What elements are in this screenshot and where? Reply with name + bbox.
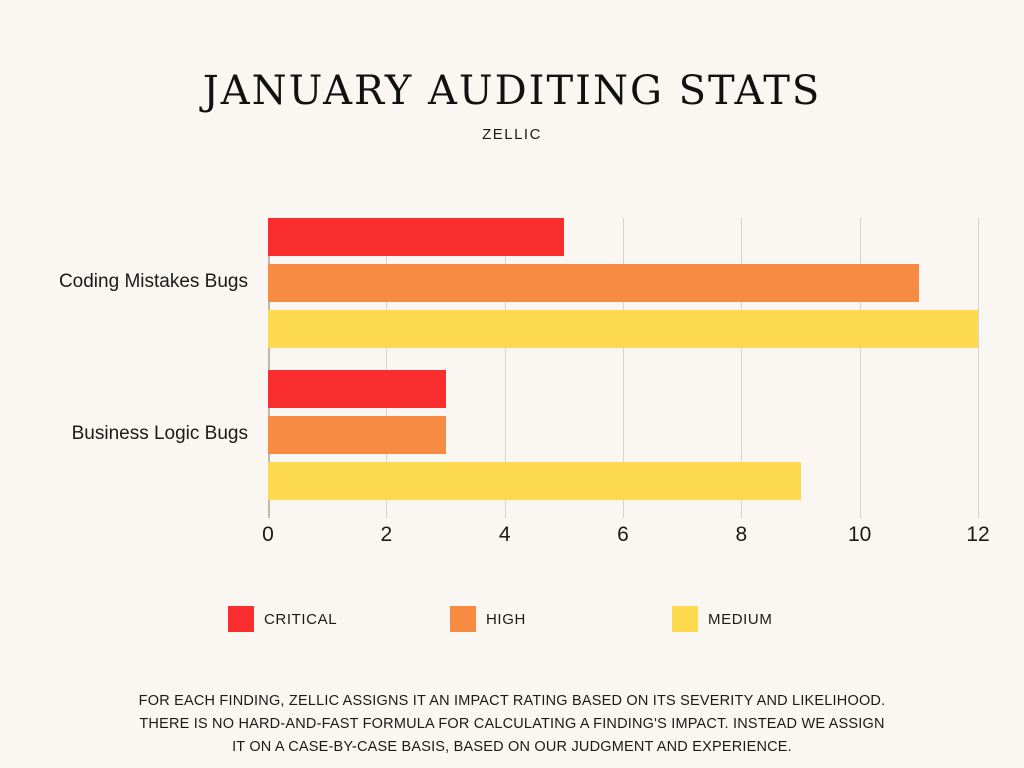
legend-swatch [228, 606, 254, 632]
x-tick-label: 6 [617, 523, 629, 546]
page-title: JANUARY AUDITING STATS [202, 68, 822, 114]
bar [268, 264, 919, 302]
x-tick-label: 0 [262, 523, 274, 546]
x-tick-label: 10 [847, 523, 872, 546]
legend-swatch [672, 606, 698, 632]
category-label: Business Logic Bugs [71, 423, 248, 444]
footnote-line-3: IT ON A CASE-BY-CASE BASIS, BASED ON OUR JUDGMENT AND EXPERIENCE. [232, 739, 792, 755]
category-label: Coding Mistakes Bugs [58, 271, 248, 292]
bar [268, 310, 978, 348]
x-tick-label: 4 [498, 523, 511, 546]
x-tick-label: 2 [380, 523, 393, 546]
bar [268, 416, 446, 454]
footnote-line-1: FOR EACH FINDING, ZELLIC ASSIGNS IT AN IMPACT RATING BASED ON ITS SEVERITY AND LIKELIHOOD. [138, 693, 886, 709]
gridline [860, 218, 861, 518]
legend-label: HIGH [486, 610, 526, 628]
legend-item[interactable] [228, 606, 337, 632]
footnote-line-2: THERE IS NO HARD-AND-FAST FORMULA FOR CALCULATING A FINDING'S IMPACT. INSTEAD WE ASSIGN [139, 716, 885, 732]
bar [268, 218, 564, 256]
bar-chart [58, 218, 990, 546]
chart-legend [228, 606, 828, 636]
legend-swatch [450, 606, 476, 632]
x-tick-label: 12 [966, 523, 990, 546]
legend-item[interactable] [672, 606, 772, 632]
bar [268, 462, 801, 500]
legend-label: MEDIUM [708, 610, 773, 628]
legend-label: CRITICAL [264, 610, 338, 628]
x-tick-label: 8 [735, 523, 748, 546]
gridline [978, 218, 979, 518]
bar [268, 370, 446, 408]
legend-item[interactable] [450, 606, 526, 632]
page-subtitle: ZELLIC [482, 126, 542, 143]
footnote [0, 690, 1024, 759]
